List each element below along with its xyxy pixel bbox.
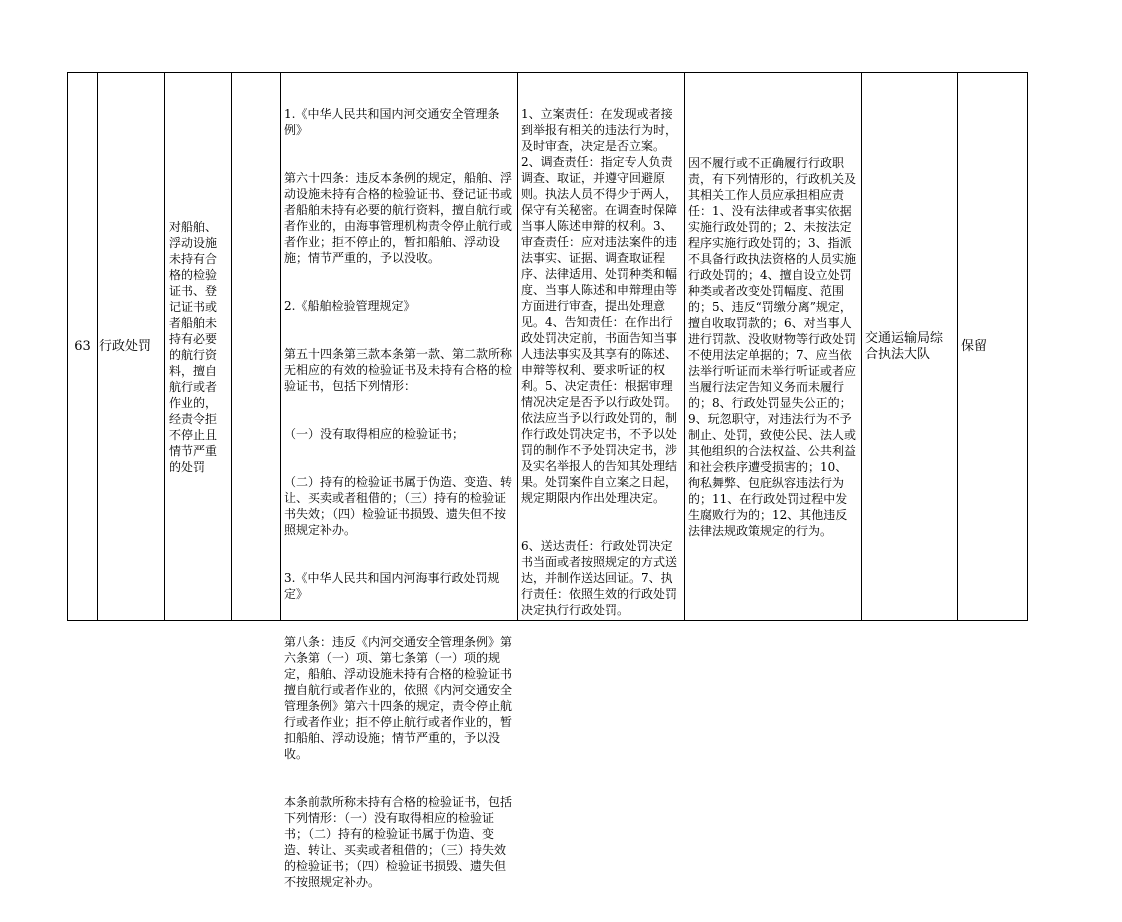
row-number: 63 [74, 338, 91, 354]
sub-item-cell [232, 73, 281, 621]
table-row [68, 73, 1028, 621]
basis-line: 第五十四条第三款本条第一款、第二款所称无相应的有效的检验证书及未持有合格的检验证书，包括下列情形： [284, 347, 513, 393]
accountability-cell [685, 73, 862, 621]
legal-basis-cell [281, 73, 518, 889]
basis-line: 3.《中华人民共和国内河海事行政处罚规定》 [284, 571, 500, 601]
basis-line: 1.《中华人民共和国内河交通安全管理条例》 [284, 107, 500, 137]
legal-basis [281, 73, 517, 889]
basis-line: 2.《船舶检验管理规定》 [284, 299, 416, 313]
responsibility-cell [518, 73, 685, 621]
power-list-table [67, 72, 1028, 889]
status-value: 保留 [961, 338, 988, 354]
basis-line: 第八条：违反《内河交通安全管理条例》第六条第（一）项、第七条第（一）项的规定，船舶、浮动设施未持有合格的检验证书擅自航行或者作业的，依照《内河交通安全管理条例》第六十四条的规定，责令停止航行或者作业；拒不停止航行或者作业的，暂扣船舶、浮动设施；情节严重的，予以没收。 [284, 635, 513, 761]
accountability-content: 因不履行或不正确履行行政职责，有下列情形的，行政机关及其相关工作人员应承担相应责任：1、没有法律或者事实依据实施行政处罚的；2、未按法定程序实施行政处罚的；3、指派不具备行政执法资格的人员实施行政处罚的；4、擅自设立处罚种类或者改变处罚幅度、范围的；5、违反“罚缴分离”规定，擅自收取罚款的；6、对当事人进行罚款、没收财物等行政处罚不使用法定单据的；7、应当依法举行听证而未举行听证或者应当履行法定告知义务而未履行的；8、行政处罚显失公正的；9、玩忽职守，对违法行为不予制止、处罚，致使公民、法人或其他组织的合法权益、公共利益和社会秩序遭受损害的；10、徇私舞弊、包庇纵容违法行为的；11、在行政处罚过程中发生腐败行为的；12、其他违反法律法规政策规定的行为。 [688, 155, 857, 538]
basis-line: 第六十四条：违反本条例的规定，船舶、浮动设施未持有合格的检验证书、登记证书或者船舶未持有必要的航行资料，擅自航行或者作业的，由海事管理机构责令停止航行或者作业；拒不停止的，暂扣船舶、浮动设施；情节严重的，予以没收。 [284, 171, 513, 265]
status-cell [958, 73, 1028, 621]
responsibility-content [518, 73, 684, 620]
item-name-cell [165, 73, 232, 621]
basis-line: （二）持有的检验证书属于伪造、变造、转让、买卖或者租借的；（三）持有的检验证书失效；（四）检验证书损毁、遗失但不按照规定补办。 [284, 475, 513, 537]
responsibility-line: 1、立案责任：在发现或者接到举报有相关的违法行为时，及时审查，决定是否立案。2、调查责任：指定专人负责调查、取证，并遵守回避原则。执法人员不得少于两人，保守有关秘密。在调查时保障当事人陈述申辩的权利。3、审查责任：应对违法案件的违法事实、证据、调查取证程序、法律适用、处罚种类和幅度、当事人陈述和申辩理由等方面进行审查，提出处理意见。4、告知责任：在作出行政处罚决定前，书面告知当事人违法事实及其享有的陈述、申辩等权利、要求听证的权利。5、决定责任：根据审理情况决定是否予以行政处罚。依法应当予以行政处罚的，制作行政处罚决定书，不予以处罚的制作不予处罚决定书，涉及实名举报人的告知其处理结果。处罚案件自立案之日起，规定期限内作出处理决定。 [521, 107, 678, 505]
implementing-department: 交通运输局综合执法大队 [865, 330, 944, 362]
power-item-name: 对船舶、浮动设施未持有合格的检验证书、登记证书或者船舶未持有必要的航行资料，擅自航行或者作业的，经责令拒不停止且情节严重的处罚 [169, 219, 218, 474]
basis-line: （一）没有取得相应的检验证书； [284, 427, 465, 441]
responsibility-line: 6、送达责任：行政处罚决定书当面或者按照规定的方式送达，并制作送达回证。7、执行责任：依照生效的行政处罚决定执行行政处罚。 [521, 539, 678, 617]
power-category: 行政处罚 [99, 338, 152, 354]
category-cell [98, 73, 165, 621]
department-cell [862, 73, 958, 621]
basis-line: 本条前款所称未持有合格的检验证书，包括下列情形：（一）没有取得相应的检验证书；（二）持有的检验证书属于伪造、变造、转让、买卖或者租借的；（三）持失效的检验证书；（四）检验证书损毁、遗失但不按照规定补办。 [284, 795, 513, 889]
row-number-cell [68, 73, 98, 621]
